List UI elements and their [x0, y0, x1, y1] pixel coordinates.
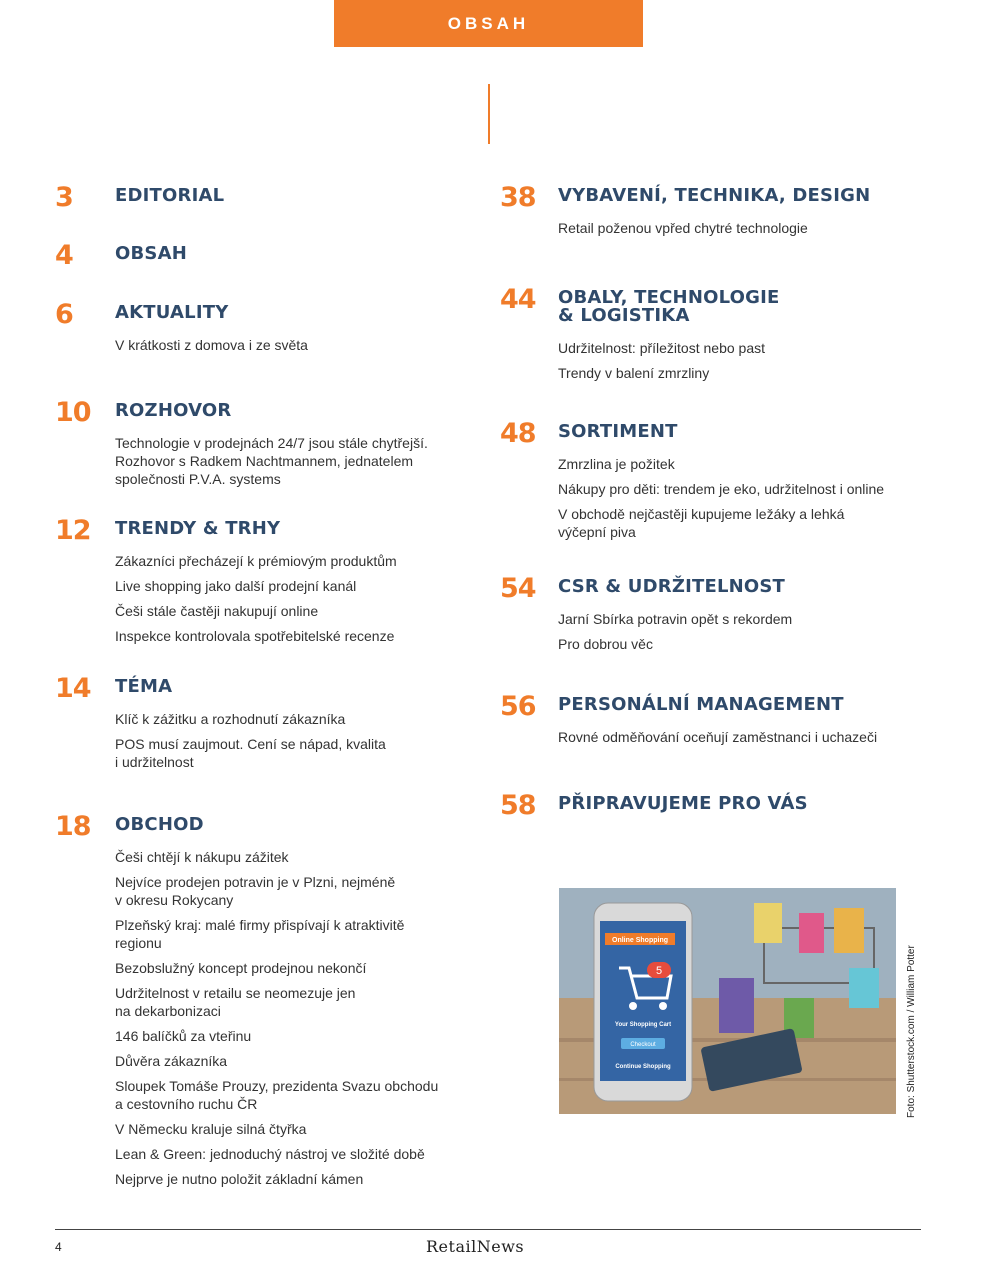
continue-text: Continue Shopping — [615, 1064, 671, 1070]
toc-item[interactable]: V krátkosti z domova i ze světa — [115, 337, 308, 353]
page-number: 38 — [500, 182, 536, 213]
screen-header-text: Online Shopping — [612, 937, 668, 944]
footer-page-number: 4 — [55, 1240, 62, 1254]
toc-section[interactable] — [500, 183, 930, 285]
section-title: VYBAVENÍ, TECHNIKA, DESIGN — [558, 185, 871, 206]
toc-section[interactable] — [55, 300, 475, 398]
retailnews-logo: RetailNews — [426, 1237, 525, 1256]
toc-item[interactable]: Plzeňský kraj: malé firmy přispívají k atraktivitě regionu — [115, 917, 405, 951]
checkout-text: Checkout — [630, 1042, 656, 1048]
bag-teal — [849, 968, 879, 1008]
toc-item[interactable]: Bezobslužný koncept prodejnou nekončí — [115, 960, 367, 976]
page-number: 56 — [500, 691, 536, 722]
toc-section[interactable] — [500, 285, 930, 419]
section-title: OBALY, TECHNOLOGIE & LOGISTIKA — [558, 287, 780, 326]
section-title: EDITORIAL — [115, 185, 225, 206]
toc-item[interactable]: V Německu kraluje silná čtyřka — [115, 1121, 307, 1137]
section-title: SORTIMENT — [558, 421, 678, 442]
page-number: 48 — [500, 418, 536, 449]
toc-item[interactable]: Nejprve je nutno položit základní kámen — [115, 1171, 364, 1187]
vertical-divider — [488, 84, 490, 144]
section-title: TRENDY & TRHY — [115, 518, 281, 539]
section-title: ROZHOVOR — [115, 400, 232, 421]
toc-right-column — [500, 182, 930, 821]
toc-section[interactable] — [55, 516, 475, 674]
toc-item[interactable]: V obchodě nejčastěji kupujeme ležáky a lehká výčepní piva — [558, 506, 845, 540]
page-number: 4 — [55, 240, 73, 271]
toc-section[interactable] — [55, 398, 475, 516]
toc-item[interactable]: Jarní Sbírka potravin opět s rekordem — [558, 611, 793, 627]
toc-item[interactable]: POS musí zaujmout. Cení se nápad, kvalita i udržitelnost — [115, 736, 386, 770]
toc-item[interactable]: Pro dobrou věc — [558, 636, 653, 652]
toc-item[interactable]: Technologie v prodejnách 24/7 jsou stále chytřejší. Rozhovor s Radkem Nachtmannem, jednatelem společnosti P.V.A. systems — [115, 435, 428, 487]
page-number: 3 — [55, 182, 73, 213]
toc-item[interactable]: Nejvíce prodejen potravin je v Plzni, nejméně v okresu Rokycany — [115, 874, 396, 908]
cart-badge-number: 5 — [655, 965, 663, 977]
bag-orange — [834, 908, 864, 953]
section-title: PERSONÁLNÍ MANAGEMENT — [558, 694, 844, 715]
page-number: 10 — [55, 397, 91, 428]
toc-item[interactable]: Nákupy pro děti: trendem je eko, udržitelnost i online — [558, 481, 885, 497]
toc-section[interactable] — [500, 574, 930, 692]
toc-section[interactable] — [500, 692, 930, 791]
section-title: PŘIPRAVUJEME PRO VÁS — [558, 793, 808, 814]
section-title: TÉMA — [115, 676, 173, 697]
page-number: 58 — [500, 790, 536, 821]
page-number: 54 — [500, 573, 536, 604]
toc-item[interactable]: Důvěra zákazníka — [115, 1053, 228, 1069]
toc-item[interactable]: Trendy v balení zmrzliny — [558, 365, 710, 381]
page-number: 6 — [55, 299, 73, 330]
footer-divider — [55, 1229, 921, 1230]
section-title: OBCHOD — [115, 814, 204, 835]
toc-section[interactable] — [55, 183, 475, 241]
section-title: AKTUALITY — [115, 302, 229, 323]
photo-credit: Foto: Shutterstock.com / William Potter — [906, 945, 917, 1118]
toc-section[interactable] — [55, 674, 475, 812]
section-title: CSR & UDRŽITELNOST — [558, 576, 786, 597]
toc-item[interactable]: Zmrzlina je požitek — [558, 456, 675, 472]
toc-item[interactable]: Klíč k zážitku a rozhodnutí zákazníka — [115, 711, 346, 727]
toc-section[interactable] — [500, 419, 930, 574]
toc-section[interactable] — [500, 790, 930, 821]
shopping-illustration — [559, 888, 896, 1114]
cart-label: Your Shopping Cart — [614, 1022, 672, 1028]
toc-item[interactable]: Sloupek Tomáše Prouzy, prezidenta Svazu obchodu a cestovního ruchu ČR — [115, 1078, 439, 1112]
section-header-tab — [334, 0, 643, 47]
toc-item[interactable]: 146 balíčků za vteřinu — [115, 1028, 252, 1044]
bag-pink — [799, 913, 824, 953]
toc-item[interactable]: Udržitelnost v retailu se neomezuje jen na dekarbonizaci — [115, 985, 356, 1019]
shopping-photo — [559, 888, 896, 1114]
toc-section[interactable] — [55, 812, 475, 1188]
toc-item[interactable]: Češi chtějí k nákupu zážitek — [115, 849, 289, 865]
bag-yellow — [754, 903, 782, 943]
toc-item[interactable]: Zákazníci přecházejí k prémiovým produktům — [115, 553, 397, 569]
toc-item[interactable]: Rovné odměňování oceňují zaměstnanci i uchazeči — [558, 729, 878, 745]
bag-purple — [719, 978, 754, 1033]
toc-item[interactable]: Retail poženou vpřed chytré technologie — [558, 220, 808, 236]
section-title: OBSAH — [115, 243, 187, 264]
toc-item[interactable]: Češi stále častěji nakupují online — [115, 603, 319, 619]
toc-item[interactable]: Inspekce kontrolovala spotřebitelské recenze — [115, 628, 395, 644]
page-number: 14 — [55, 673, 91, 704]
toc-item[interactable]: Udržitelnost: příležitost nebo past — [558, 340, 765, 356]
toc-left-column — [55, 183, 475, 1195]
toc-section[interactable] — [55, 241, 475, 300]
page-number: 44 — [500, 284, 536, 315]
toc-item[interactable]: Live shopping jako další prodejní kanál — [115, 578, 357, 594]
page-number: 12 — [55, 515, 91, 546]
section-header-label: OBSAH — [447, 13, 530, 33]
page-number: 18 — [55, 811, 91, 842]
toc-item[interactable]: Lean & Green: jednoduchý nástroj ve složité době — [115, 1146, 425, 1162]
